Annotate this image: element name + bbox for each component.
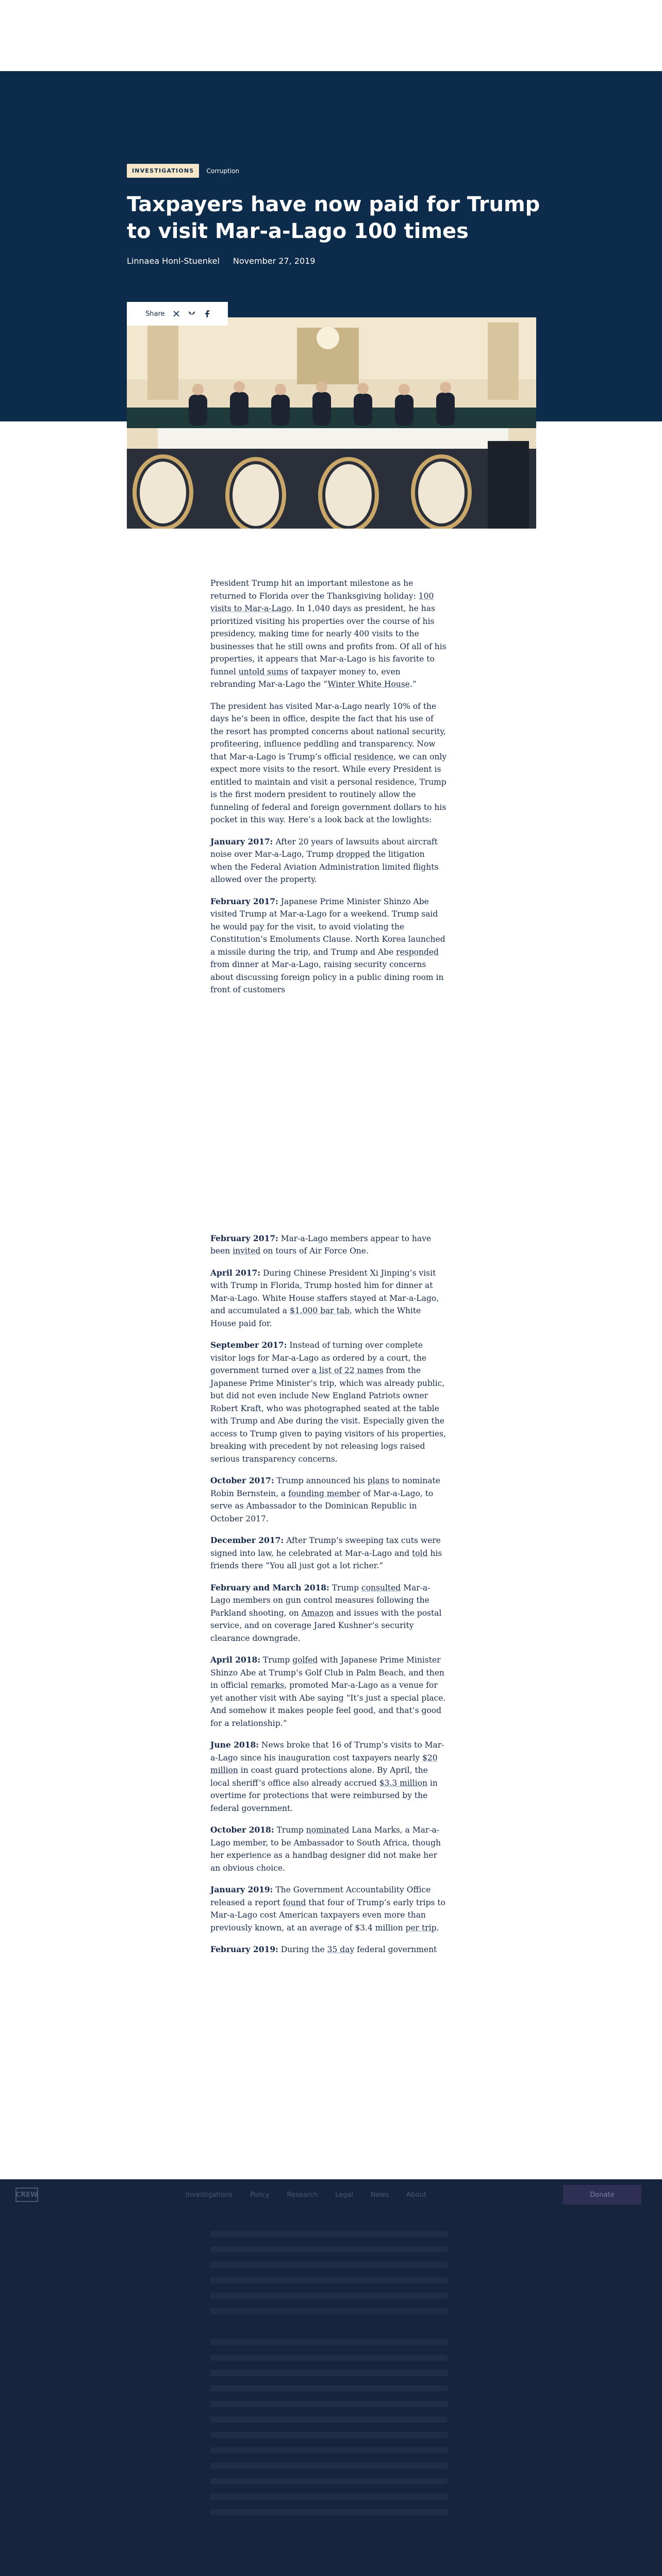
entry-date: February 2017: [210, 896, 278, 906]
text: . In 1,040 days as president, he has prioritized visiting his properties over the course of his presidency, making time for nearly 400 visits to the businesses that he still owns and profits from. Of all of his properties, it appears that Mar-a-Lago is his favorite to funnel [210, 604, 446, 676]
link-winter-white-house[interactable]: Winter White House [327, 680, 410, 689]
text: for the visit, to avoid violating the Constitution’s Emoluments Clause. North Korea launched a missile during the trip, and Trump and Abe [210, 922, 445, 957]
link-golfed[interactable]: golfed [292, 1655, 318, 1665]
entry-date: June 2018: [210, 1740, 259, 1750]
link-per-trip[interactable]: per trip [405, 1923, 437, 1933]
bluesky-icon[interactable] [188, 310, 196, 318]
link-founding-member[interactable]: founding member [288, 1488, 360, 1498]
text: After 20 years of lawsuits about aircraft noise over Mar-a-Lago, Trump [210, 837, 438, 859]
dimmed-text-line [210, 2293, 448, 2299]
timeline-entry [210, 1582, 448, 1645]
text: During Chinese President Xi Jinping’s visit with Trump in Florida, Trump hosted him for dinner at Mar-a-Lago. White House staffers stayed at Mar-a-Lago, and accumulated a [210, 1268, 439, 1315]
tag-row [127, 164, 539, 178]
nav-item-investigations[interactable]: Investigations [186, 2191, 233, 2199]
sticky-nav-links [186, 2191, 426, 2199]
dimmed-text-line [210, 2231, 448, 2237]
text: After Trump’s sweeping tax cuts were signed into law, he celebrated at Mar-a-Lago and [210, 1536, 441, 1558]
timeline-entry [210, 1739, 448, 1815]
dimmed-text-line [210, 2339, 448, 2345]
timeline-entry [210, 836, 448, 886]
dimmed-text-line [210, 2478, 448, 2484]
text: of taxpayer money to, even rebranding Mar-a-Lago the “ [210, 667, 401, 689]
entry-date: January 2017: [210, 836, 273, 846]
author-name[interactable]: Linnaea Honl-Stuenkel [127, 256, 220, 266]
text: .” [409, 680, 417, 689]
entry-date: April 2018: [210, 1655, 261, 1665]
text: to nominate Robin Bernstein, a [210, 1476, 440, 1498]
dimmed-text-line [210, 2432, 448, 2438]
text: Japanese Prime Minister Shinzo Abe visited Trump at Mar-a-Lago for a weekend. Trump said he would [210, 896, 438, 931]
dinner-photo-illustration [127, 317, 536, 529]
link-residence[interactable]: residence [354, 752, 394, 761]
text: on tours of Air Force One. [260, 1246, 369, 1256]
link-dropped[interactable]: dropped [336, 850, 370, 859]
dimmed-text-line [210, 2370, 448, 2376]
timeline-entry [210, 1232, 448, 1258]
link-told[interactable]: told [412, 1548, 428, 1558]
text: The Government Accountability Office released a report [210, 1885, 431, 1907]
nav-item-research[interactable]: Research [287, 2191, 318, 2199]
text: Trump announced his [274, 1476, 368, 1485]
text: Mar-a-Lago members appear to have been [210, 1233, 432, 1256]
share-bar [127, 302, 228, 326]
text: President Trump hit an important milestone as he returned to Florida over the Thanksgiving holiday: [210, 579, 419, 601]
top-white-bar [0, 0, 662, 71]
link-untold-sums[interactable]: untold sums [238, 667, 288, 676]
paragraph-intro-1 [210, 577, 448, 691]
entry-date: October 2017: [210, 1476, 274, 1485]
timeline-entry [210, 895, 448, 996]
text: from dinner at Mar-a-Lago, raising security concerns about discussing foreign policy in a public dining room in front of customers [210, 960, 444, 994]
dimmed-text-line [210, 2385, 448, 2392]
text: the litigation when the Federal Aviation Administration limited flights allowed over the property. [210, 850, 439, 884]
text: federal government [354, 1945, 437, 1954]
timeline-entry [210, 1267, 448, 1330]
text: in overtime for protections that were reimbursed by the federal government. [210, 1778, 438, 1813]
dimmed-text-line [210, 2262, 448, 2268]
entry-date: December 2017: [210, 1535, 284, 1545]
link-remarks[interactable]: remarks [250, 1681, 285, 1690]
entry-date: February 2017: [210, 1233, 278, 1243]
modal-backdrop[interactable] [0, 2210, 662, 2576]
sticky-nav-bar [0, 2179, 662, 2210]
x-twitter-icon[interactable] [172, 310, 180, 318]
text: Trump [260, 1655, 293, 1665]
link-amazon[interactable]: Amazon [301, 1608, 334, 1618]
dimmed-text-line [210, 2494, 448, 2500]
timeline-entry [210, 1884, 448, 1934]
text: in coast guard protections alone. By April, the local sheriff’s office also already accrued [210, 1766, 428, 1788]
link-3-3-million[interactable]: $3.3 million [379, 1778, 427, 1788]
nav-item-news[interactable]: News [371, 2191, 389, 2199]
dimmed-text-line [210, 2463, 448, 2469]
dimmed-text-line [210, 2277, 448, 2283]
link-consulted[interactable]: consulted [361, 1583, 401, 1592]
crew-logo[interactable]: CREW [15, 2188, 38, 2202]
publish-date: November 27, 2019 [233, 256, 316, 266]
ad-spacer [210, 1006, 448, 1232]
byline [127, 256, 539, 266]
text: . [436, 1923, 439, 1933]
text: from the Japanese Prime Minister’s trip, which was already public, but did not even include New England Patriots owner Robert Kraft, who was photographed seated at the table with Trump and Abe during the visit. Especially given the access to Trump given to paying visitors of his properties, breaking with precedent by not releasing logs raised serious transparency concerns. [210, 1366, 446, 1464]
timeline-entry [210, 1824, 448, 1874]
nav-item-about[interactable]: About [406, 2191, 426, 2199]
link-found[interactable]: found [283, 1897, 306, 1907]
entry-date: January 2019: [210, 1885, 273, 1894]
timeline-entry [210, 1943, 448, 1956]
link-responded[interactable]: responded [396, 947, 439, 957]
category-tag-investigations[interactable]: INVESTIGATIONS [127, 164, 199, 178]
nav-item-policy[interactable]: Policy [250, 2191, 270, 2199]
link-35-day[interactable]: 35 day [327, 1945, 355, 1954]
facebook-icon[interactable] [203, 310, 211, 318]
share-label: Share [145, 310, 165, 318]
timeline-entry [210, 1339, 448, 1465]
nav-item-legal[interactable]: Legal [335, 2191, 354, 2199]
text: , promoted Mar-a-Lago as a venue for yet another visit with Abe saying “It’s just a special place. And somehow it makes people feel good, and that’s good for a relationship.” [210, 1681, 446, 1728]
article-title: Taxpayers have now paid for Trump to visit Mar-a-Lago 100 times [127, 193, 540, 243]
entry-date: October 2018: [210, 1825, 274, 1835]
entry-date: February and March 2018: [210, 1582, 329, 1592]
text: Lana Marks, a Mar-a-Lago member, to be Ambassador to South Africa, though her experience as a handbag designer did not make her an obvious choice. [210, 1825, 441, 1873]
hero-photo [127, 317, 536, 529]
text: that four of Trump’s early trips to Mar-a-Lago cost American taxpayers even more than previously known, at an average of $3.4 million [210, 1897, 445, 1933]
link-bar-tab[interactable]: $1,000 bar tab [289, 1306, 350, 1315]
entry-date: September 2017: [210, 1340, 287, 1350]
dimmed-text-line [210, 2308, 448, 2314]
text: Trump [329, 1583, 362, 1592]
text: and issues with the postal service, and on coverage Jared Kushner’s security clearance downgrade. [210, 1608, 442, 1643]
dimmed-text-line [210, 2509, 448, 2515]
text: Trump [274, 1825, 306, 1835]
dimmed-text-line [210, 2416, 448, 2422]
text: News broke that 16 of Trump’s visits to Mar-a-Lago since his inauguration cost taxpayers nearly [210, 1740, 444, 1762]
text: Mar-a-Lago members on gun control measures following the Parkland shooting, on [210, 1583, 431, 1618]
timeline-entry [210, 1654, 448, 1730]
link-plans[interactable]: plans [367, 1476, 389, 1485]
link-invited[interactable]: invited [233, 1246, 261, 1256]
link-100-visits[interactable]: 100 visits to Mar-a-Lago [210, 591, 434, 613]
dimmed-text-line [210, 2246, 448, 2252]
text: During the [278, 1945, 327, 1954]
timeline-entry [210, 1534, 448, 1572]
text: his friends there “You all just got a lot richer.” [210, 1548, 442, 1570]
text: with Japanese Prime Minister Shinzo Abe at Trump’s Golf Club in Palm Beach, and then in official [210, 1655, 444, 1690]
category-tag-corruption[interactable]: Corruption [206, 167, 240, 175]
dimmed-text-line [210, 2401, 448, 2407]
link-nominated[interactable]: nominated [306, 1825, 350, 1835]
link-list-of-names[interactable]: a list of 22 names [311, 1366, 384, 1375]
timeline-entry [210, 1475, 448, 1525]
paragraph-intro-2 [210, 700, 448, 826]
text: of Mar-a-Lago, to serve as Ambassador to the Dominican Republic in October 2017. [210, 1488, 434, 1523]
text: , we can only expect more visits to the resort. While every President is entitled to maintain and visit a personal residence, Trump is the first modern president to routinely allow the funneling of federal and foreign government dollars to his pocket in this way. Here’s a look back at the lowlights: [210, 752, 447, 824]
text: , which the White House paid for. [210, 1306, 421, 1328]
entry-date: April 2017: [210, 1267, 261, 1278]
entry-date: February 2019: [210, 1944, 278, 1954]
article-body [210, 577, 448, 1965]
dimmed-text-line [210, 2354, 448, 2361]
text: The president has visited Mar-a-Lago nearly 10% of the days he’s been in office, despite the fact that his use of the resort has prompted concerns about national security, profiteering, influence peddling and transparency. Now that Mar-a-Lago is Trump’s official [210, 701, 446, 761]
text: Instead of turning over complete visitor logs for Mar-a-Lago as ordered by a court, the government turned over [210, 1341, 427, 1375]
donate-button[interactable]: Donate [563, 2185, 641, 2205]
dimmed-text-line [210, 2447, 448, 2453]
hero-content [127, 164, 539, 266]
link-pay[interactable]: pay [250, 922, 264, 931]
link-20-million[interactable]: $20 million [210, 1753, 438, 1775]
